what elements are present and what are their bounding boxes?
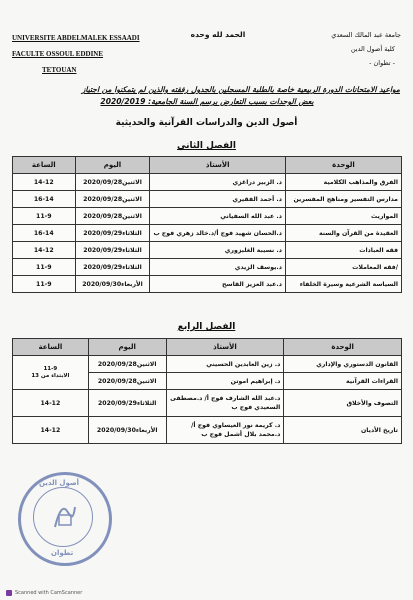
cell-day: الثلاثاء2020/09/29: [75, 225, 150, 242]
cell-unit: العقيدة من القرآن والسنة: [285, 225, 401, 242]
cell-time: 14-12: [13, 174, 76, 191]
cell-day: الأربعاء2020/09/30: [75, 276, 150, 293]
title-line-2: بعض الوحدات بسبب التعارض برسم السنة الجامعية: 2020/2019: [100, 97, 314, 106]
scanner-watermark-text: Scanned with CamScanner: [15, 590, 83, 596]
table-row: [13, 225, 402, 242]
camscanner-icon: [6, 590, 12, 596]
city-fr: TETOUAN: [42, 66, 77, 74]
cell-time: 11-9: [13, 276, 76, 293]
column-header-time: الساعة: [13, 157, 76, 174]
semester-2-title: الفصل الثاني: [177, 141, 236, 151]
cell-time: 16-14: [13, 191, 76, 208]
table-row: [13, 208, 402, 225]
cell-professor: د.عبد العزيز القاسح: [150, 276, 285, 293]
cell-time: 14-12: [13, 417, 89, 444]
cell-day: الاثنين2020/09/28: [75, 208, 150, 225]
table-row: [13, 356, 402, 373]
cell-unit: المواريث: [285, 208, 401, 225]
semester-4-title: الفصل الرابع: [177, 322, 236, 332]
document-title: [14, 84, 400, 108]
semester-2-table: [12, 156, 402, 293]
column-header-professor: الأستاذ: [166, 339, 284, 356]
header-basmala: الحمد لله وحده: [190, 30, 246, 39]
cell-professor: د.الحسان شهيد فوج أ/د.خالد زهري فوج ب: [150, 225, 285, 242]
cell-time: 11-9: [13, 259, 76, 276]
cell-time-value: 11-9: [43, 365, 58, 372]
scanner-watermark: [6, 590, 82, 596]
cell-unit: /فقه المعاملات: [285, 259, 401, 276]
table-row: [13, 191, 402, 208]
cell-day: الثلاثاء2020/09/29: [75, 259, 150, 276]
table-header-row: [13, 157, 402, 174]
cell-professor: د. الزبير دراغزي: [150, 174, 285, 191]
column-header-day: اليوم: [88, 339, 166, 356]
faculty-stamp: [18, 472, 112, 566]
stamp-text-top: أصول الدين: [39, 479, 80, 487]
table-row: [13, 390, 402, 417]
cell-day: الاثنين2020/09/28: [88, 373, 166, 390]
cell-unit: تاريخ الأديان: [284, 417, 402, 444]
program-subtitle: أصول الدين والدراسات القرآنية والحديثية: [115, 118, 298, 128]
cell-professor: د. إبراهيم اموتن: [166, 373, 284, 390]
cell-unit: القراءات القرآنية: [284, 373, 402, 390]
city-ar: - تطوان -: [369, 59, 395, 67]
column-header-unit: الوحدة: [284, 339, 402, 356]
cell-time: 14-12: [13, 390, 89, 417]
cell-professor: د.يوسف الزيدي: [150, 259, 285, 276]
cell-professor: د. كريمة نور العيساوي فوج أ/ د.محمد بلال أشمل فوج ب: [166, 417, 284, 444]
cell-professor: د. زين العابدين الحسيني: [166, 356, 284, 373]
cell-professor: د. نسيبة الغلبزوري: [150, 242, 285, 259]
header-left: [12, 30, 162, 78]
cell-time: 11-9: [13, 208, 76, 225]
column-header-professor: الأستاذ: [150, 157, 285, 174]
table-header-row: [13, 339, 402, 356]
cell-professor: د. عبد الله السفياني: [150, 208, 285, 225]
column-header-day: اليوم: [75, 157, 150, 174]
university-name-fr: UNIVERSITE ABDELMALEK ESSAADI: [12, 34, 140, 42]
cell-day: الثلاثاء2020/09/29: [75, 242, 150, 259]
cell-unit: الفرق والمذاهب الكلامية: [285, 174, 401, 191]
cell-day: الاثنين2020/09/28: [75, 191, 150, 208]
cell-professor: د.عبد الله الشارف فوج أ/ د.مصطفى السعيدي فوج ب: [166, 390, 284, 417]
cell-time-note: الابتداء من 13: [31, 372, 70, 379]
title-line-1: مواعيد الامتحانات الدورة الربيعية خاصة بالطلبة المسجلين بالجدول رفقته والذين لم يتمكنوا من اجتياز: [81, 85, 400, 94]
cell-day: الاثنين2020/09/28: [88, 356, 166, 373]
cell-unit: القانون الدستوري والإداري: [284, 356, 402, 373]
table-row: [13, 242, 402, 259]
cell-time: [13, 356, 89, 390]
cell-day: الأربعاء2020/09/30: [88, 417, 166, 444]
header-right: [281, 28, 401, 70]
cell-time: 14-12: [13, 242, 76, 259]
cell-time: 16-14: [13, 225, 76, 242]
cell-unit: السياسة الشرعية وسيرة الخلفاء: [285, 276, 401, 293]
column-header-time: الساعة: [13, 339, 89, 356]
cell-unit: التصوف والأخلاق: [284, 390, 402, 417]
table-row: [13, 276, 402, 293]
cell-unit: فقه العبادات: [285, 242, 401, 259]
table-row: [13, 174, 402, 191]
faculty-name-fr: FACULTE OSSOUL EDDINE: [12, 50, 104, 58]
column-header-unit: الوحدة: [285, 157, 401, 174]
table-row: [13, 417, 402, 444]
semester-4-table: [12, 338, 402, 444]
table-row: [13, 259, 402, 276]
cell-day: الاثنين2020/09/28: [75, 174, 150, 191]
cell-professor: د. أحمد الفقيري: [150, 191, 285, 208]
cell-day: الثلاثاء2020/09/29: [88, 390, 166, 417]
stamp-emblem-icon: [51, 501, 79, 531]
stamp-text-bottom: تطوان: [51, 549, 74, 557]
university-name-ar: جامعة عبد المالك السعدي: [331, 31, 401, 39]
cell-unit: مدارس التفسير ومناهج المفسرين: [285, 191, 401, 208]
faculty-name-ar: كلية أصول الدين: [350, 45, 395, 53]
